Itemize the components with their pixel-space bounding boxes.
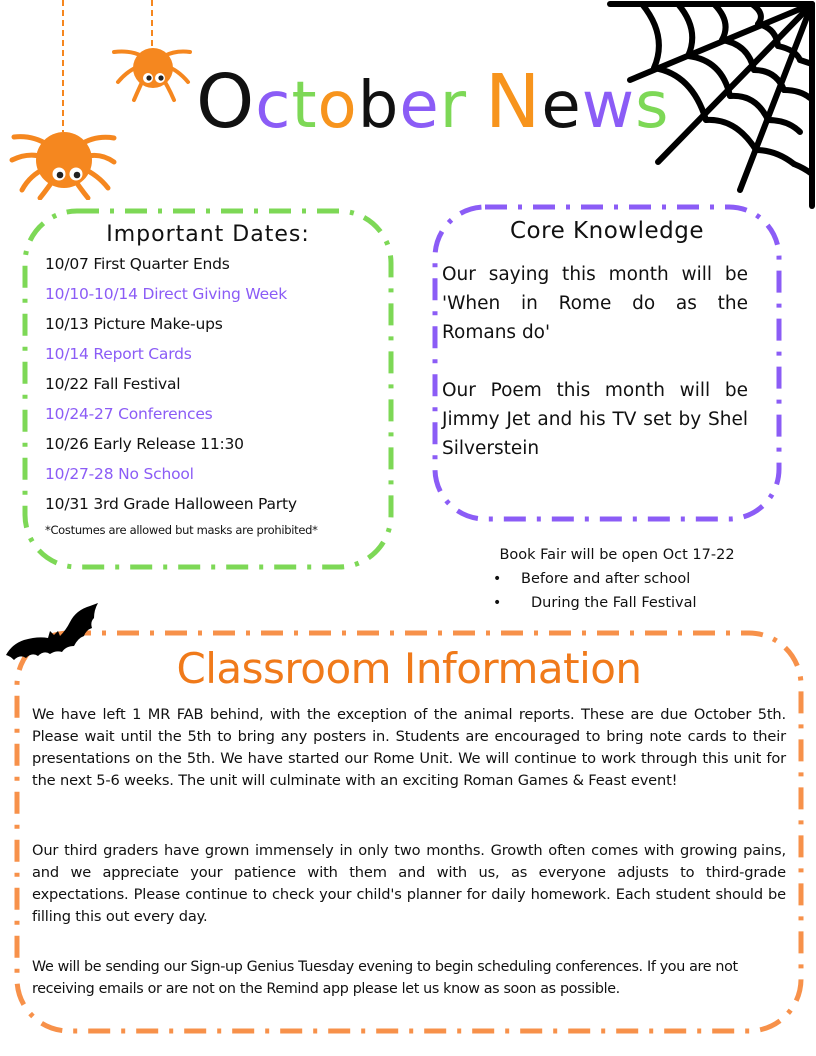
book-fair-heading: Book Fair will be open Oct 17-22 (499, 547, 735, 563)
dates-list (45, 252, 297, 522)
date-item: 10/14 Report Cards (45, 345, 192, 363)
book-fair-item-text: During the Fall Festival (531, 595, 697, 611)
classroom-paragraph: We will be sending our Sign-up Genius Tuesday evening to begin scheduling conferences. If you are not receiving emails or are not on the Remind app please let us know as soon as possible. (32, 959, 738, 997)
page-title (196, 59, 670, 145)
bullet-icon: • (493, 595, 502, 611)
date-item: 10/27-28 No School (45, 465, 194, 483)
date-item: 10/22 Fall Festival (45, 375, 181, 393)
title-letter: w (581, 69, 636, 143)
date-item: 10/13 Picture Make-ups (45, 315, 223, 333)
dates-heading: Important Dates: (106, 222, 310, 247)
costume-note: *Costumes are allowed but masks are prohibited* (45, 523, 318, 537)
title-letter: t (291, 69, 318, 143)
title-letter: e (399, 69, 440, 143)
date-item: 10/10-10/14 Direct Giving Week (45, 285, 288, 303)
monthly-poem: Our Poem this month will be Jimmy Jet and his TV set by Shel Silverstein (442, 380, 748, 459)
important-dates-box (22, 208, 394, 570)
monthly-saying: Our saying this month will be 'When in Rome do as the Romans do' (442, 264, 748, 343)
classroom-paragraph: Our third graders have grown immensely in only two months. Growth often comes with growing pains, and we appreciate your patience with them and with us, as everyone adjusts to third-grade expectations. Please continue to check your child's planner for daily homework. Each student should be filling this out every day. (32, 842, 786, 925)
book-fair-item (490, 591, 697, 615)
bat-icon (2, 600, 102, 662)
bullet-icon: • (493, 571, 502, 587)
title-letter: o (317, 69, 358, 143)
date-item: 10/24-27 Conferences (45, 405, 213, 423)
classroom-info-box (14, 630, 804, 1034)
book-fair-list (490, 567, 697, 615)
title-letter: O (196, 59, 256, 145)
title-letter: N (485, 59, 542, 145)
title-letter: b (357, 69, 400, 143)
date-item: 10/31 3rd Grade Halloween Party (45, 495, 297, 513)
title-letter: r (439, 69, 467, 143)
classroom-paragraph: We have left 1 MR FAB behind, with the exception of the animal reports. These are due October 5th. Please wait until the 5th to bring any posters in. Students are encouraged to bring note cards to their presentations on the 5th. We have started our Rome Unit. We will continue to work through this unit for the next 5-6 weeks. The unit will culminate with an exciting Roman Games & Feast event! (32, 706, 786, 789)
date-item: 10/07 First Quarter Ends (45, 255, 230, 273)
core-knowledge-heading: Core Knowledge (510, 218, 704, 244)
date-item: 10/26 Early Release 11:30 (45, 435, 244, 453)
core-knowledge-box (432, 204, 782, 522)
classroom-heading: Classroom Information (176, 644, 642, 693)
core-border (432, 204, 782, 522)
title-letter: s (635, 69, 670, 143)
book-fair-item (490, 567, 697, 591)
book-fair-item-text: Before and after school (521, 571, 691, 587)
spider-icon (8, 0, 120, 200)
spider-icon (110, 0, 196, 105)
title-letter: c (255, 69, 292, 143)
title-letter: e (541, 69, 582, 143)
